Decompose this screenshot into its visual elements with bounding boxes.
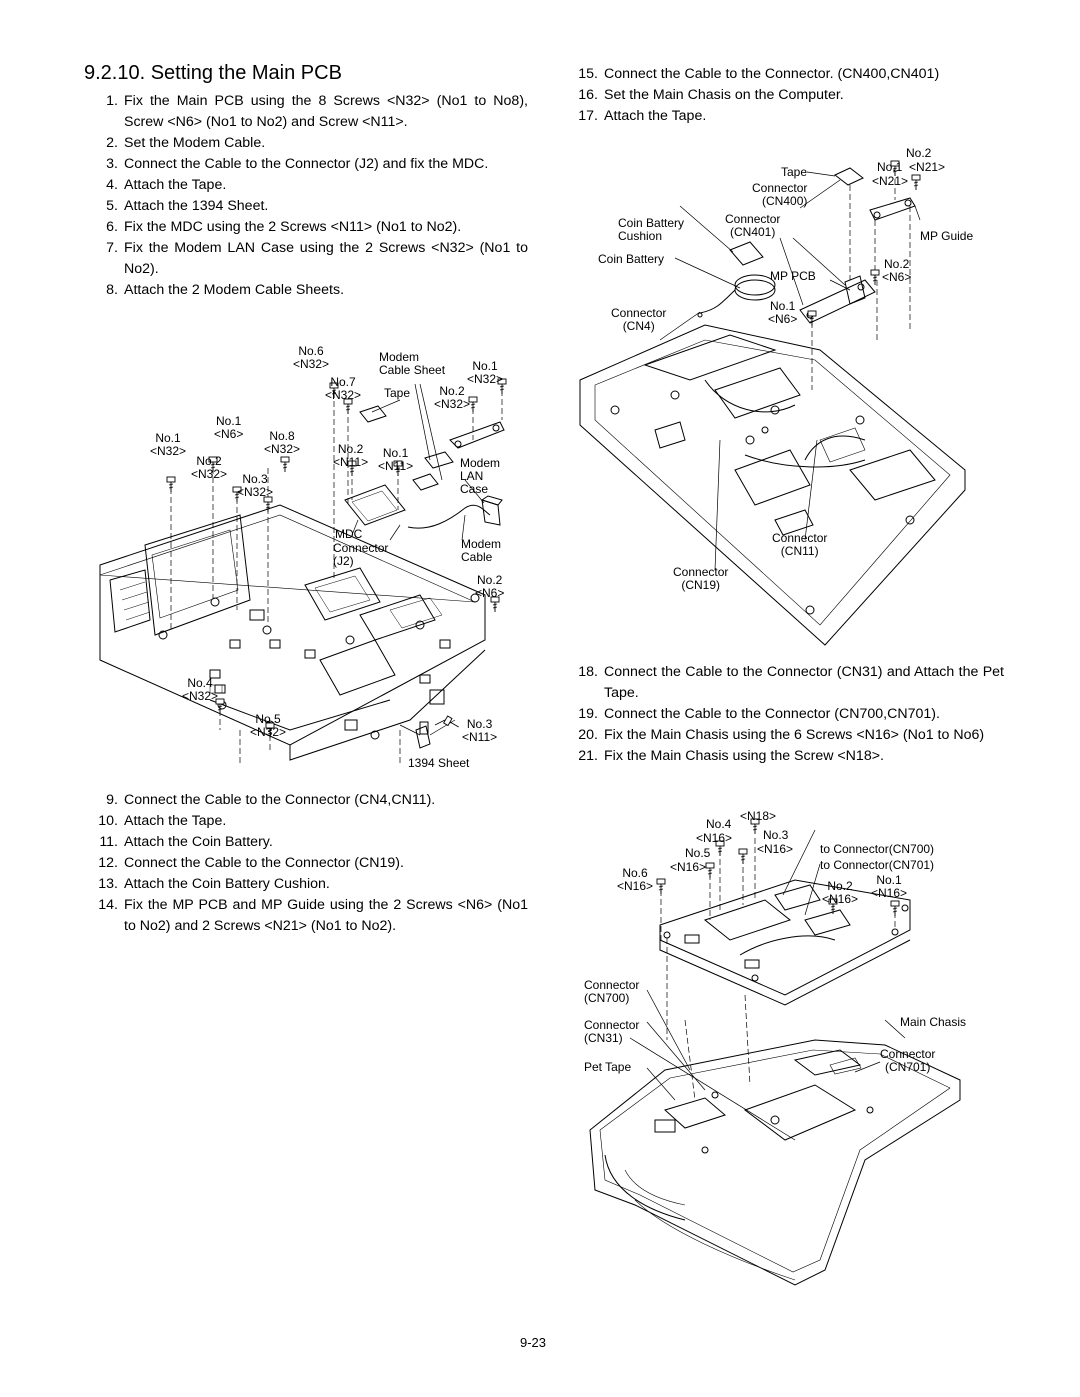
page-number: 9-23 bbox=[520, 1335, 547, 1350]
fig1-label-no3-n11: No.3 <N11> bbox=[462, 717, 498, 744]
step-number: 20. bbox=[578, 727, 598, 743]
step-number: 17. bbox=[578, 108, 598, 124]
step-item bbox=[84, 790, 528, 811]
step-number: 14. bbox=[98, 897, 118, 913]
step-text: Fix the Main Chasis using the Screw <N18>. bbox=[604, 748, 884, 764]
fig1-label-connector-j2: Connector (J2) bbox=[333, 541, 389, 568]
fig3-label-no3: No.3 bbox=[763, 828, 789, 842]
right-steps-18-21 bbox=[564, 662, 1004, 767]
fig2-label-coin-battery: Coin Battery bbox=[598, 252, 665, 266]
fig3-label-n16-no3: <N16> bbox=[757, 842, 794, 856]
fig2-label-coin-battery-cushion: Coin Battery Cushion bbox=[618, 216, 685, 243]
fig2-label-connector-cn401: Connector (CN401) bbox=[725, 212, 781, 239]
left-steps-9-14 bbox=[84, 790, 528, 937]
step-number: 12. bbox=[98, 855, 118, 871]
fig2-label-n21: <N21> bbox=[872, 174, 909, 188]
fig1-label-no1-n32-top: No.1 <N32> bbox=[467, 359, 504, 386]
step-number: 11. bbox=[99, 834, 118, 850]
fig1-label-no2-n6: No.2 <N6> bbox=[475, 573, 505, 600]
step-text: Attach the Tape. bbox=[124, 177, 227, 193]
fig3-label-main-chasis: Main Chasis bbox=[900, 1015, 967, 1029]
step-item bbox=[84, 280, 528, 301]
step-item bbox=[564, 725, 1004, 746]
fig3-label-to-cn700: to Connector(CN700) bbox=[820, 842, 935, 856]
fig2-label-tape: Tape bbox=[781, 165, 808, 179]
step-text: Connect the Cable to the Connector (J2) and fix the MDC. bbox=[124, 156, 489, 172]
fig3-label-connector-cn701: Connector (CN701) bbox=[880, 1047, 936, 1074]
step-item bbox=[84, 238, 528, 280]
fig3-label-n16-no4: <N16> bbox=[696, 831, 733, 845]
step-number: 16. bbox=[578, 87, 598, 103]
fig3-label-no2-n16: No.2 <N16> bbox=[822, 879, 859, 906]
fig2-label-mp-pcb: MP PCB bbox=[770, 269, 816, 283]
fig2-label-no2-n6: No.2 <N6> bbox=[882, 257, 912, 284]
step-text: Fix the Main Chasis using the 6 Screws <N16> (No1 to No6) bbox=[604, 727, 985, 743]
step-number: 4. bbox=[106, 177, 118, 193]
right-steps-15-17 bbox=[564, 64, 1004, 127]
fig2-label-connector-cn400: Connector (CN400) bbox=[752, 181, 808, 208]
fig2-label-no1-n21: No.1 <N21> bbox=[877, 160, 946, 174]
step-text: Attach the 1394 Sheet. bbox=[124, 198, 269, 214]
fig1-label-no8-n32: No.8 <N32> bbox=[264, 429, 301, 456]
fig1-label-modem-cable: Modem Cable bbox=[461, 537, 502, 564]
step-item bbox=[84, 133, 528, 154]
step-text: Attach the Coin Battery. bbox=[124, 834, 273, 850]
step-item bbox=[564, 106, 1004, 127]
fig1-label-no6-n32: No.6 <N32> bbox=[293, 344, 330, 371]
fig2-label-mp-guide: MP Guide bbox=[920, 229, 974, 243]
fig3-label-no4: No.4 bbox=[706, 817, 732, 831]
fig1-label-no4-n32: No.4 <N32> bbox=[182, 676, 219, 703]
step-number: 2. bbox=[106, 135, 118, 151]
fig3-label-n16-no5: <N16> bbox=[670, 860, 707, 874]
step-number: 1. bbox=[106, 93, 118, 109]
step-item bbox=[84, 91, 528, 133]
step-text: Connect the Cable to the Connector. (CN400,CN401) bbox=[604, 66, 940, 82]
step-item bbox=[84, 196, 528, 217]
fig1-label-mdc: MDC bbox=[335, 527, 363, 541]
fig2-label-connector-cn11: Connector (CN11) bbox=[772, 531, 828, 558]
fig3-label-connector-cn700: Connector (CN700) bbox=[584, 978, 640, 1005]
fig1-label-modem-cable-sheet: Modem Cable Sheet bbox=[379, 350, 446, 377]
fig3-label-no5: No.5 bbox=[685, 846, 711, 860]
fig1-label-tape: Tape bbox=[384, 386, 411, 400]
step-text: Fix the Main PCB using the 8 Screws <N32> (No1 to No8), Screw <N6> (No1 to No2) and Screw <N11>. bbox=[124, 93, 528, 130]
step-number: 10. bbox=[98, 813, 118, 829]
fig3-label-no1-n16: No.1 <N16> bbox=[871, 873, 908, 900]
step-number: 6. bbox=[106, 219, 118, 235]
step-item bbox=[84, 811, 528, 832]
step-number: 18. bbox=[578, 664, 598, 680]
step-item bbox=[564, 746, 1004, 767]
step-text: Set the Main Chasis on the Computer. bbox=[604, 87, 844, 103]
step-item bbox=[84, 853, 528, 874]
step-number: 9. bbox=[106, 792, 118, 808]
step-text: Connect the Cable to the Connector (CN4,CN11). bbox=[124, 792, 436, 808]
step-number: 3. bbox=[106, 156, 118, 172]
fig1-label-no7-n32: No.7 <N32> bbox=[325, 375, 362, 402]
fig2-label-no2-n21: No.2 bbox=[906, 146, 932, 160]
step-number: 13. bbox=[98, 876, 118, 892]
fig2-label-connector-cn4: Connector (CN4) bbox=[611, 306, 667, 333]
step-text: Attach the Tape. bbox=[124, 813, 227, 829]
fig1-label-no5-n32: No.5 <N32> bbox=[250, 712, 287, 739]
fig1-label-no3-n32: No.3 <N32> bbox=[237, 472, 274, 499]
step-text: Fix the MP PCB and MP Guide using the 2 Screws <N6> (No1 to No2) and 2 Screws <N21> (No1 to No2). bbox=[124, 897, 528, 934]
step-item bbox=[84, 832, 528, 853]
fig3-label-pet-tape: Pet Tape bbox=[584, 1060, 632, 1074]
step-text: Attach the Coin Battery Cushion. bbox=[124, 876, 330, 892]
step-number: 7. bbox=[106, 240, 118, 256]
step-item bbox=[564, 85, 1004, 106]
fig1-label-no2-n11: No.2 <N11> bbox=[333, 442, 369, 469]
step-item bbox=[84, 895, 528, 937]
step-text: Attach the Tape. bbox=[604, 108, 707, 124]
fig3-label-no6-n16: No.6 <N16> bbox=[617, 866, 654, 893]
fig1-label-no2-n32-left: No.2 <N32> bbox=[191, 454, 228, 481]
fig1-label-no1-n11: No.1 <N11> bbox=[378, 446, 414, 473]
fig1-label-no1-n32-left: No.1 <N32> bbox=[150, 431, 187, 458]
step-number: 5. bbox=[106, 198, 118, 214]
fig2-label-no1-n6: No.1 <N6> bbox=[768, 299, 798, 326]
step-text: Fix the MDC using the 2 Screws <N11> (No1 to No2). bbox=[124, 219, 462, 235]
step-text: Fix the Modem LAN Case using the 2 Screws <N32> (No1 to No2). bbox=[124, 240, 528, 277]
step-text: Connect the Cable to the Connector (CN700,CN701). bbox=[604, 706, 940, 722]
step-item bbox=[84, 217, 528, 238]
step-item bbox=[564, 662, 1004, 704]
step-number: 15. bbox=[578, 66, 598, 82]
step-item bbox=[84, 874, 528, 895]
step-item bbox=[84, 154, 528, 175]
fig1-label-no1-n6: No.1 <N6> bbox=[214, 414, 244, 441]
step-item bbox=[564, 64, 1004, 85]
fig1-label-modem-lan-case: Modem LAN Case bbox=[460, 456, 501, 496]
section-title: 9.2.10. Setting the Main PCB bbox=[84, 62, 342, 84]
step-number: 21. bbox=[578, 748, 598, 764]
step-item bbox=[564, 704, 1004, 725]
step-text: Attach the 2 Modem Cable Sheets. bbox=[124, 282, 345, 298]
fig3-label-to-cn701: to Connector(CN701) bbox=[820, 858, 935, 872]
left-steps-1-8 bbox=[84, 91, 528, 301]
step-item bbox=[84, 175, 528, 196]
fig2-label-connector-cn19: Connector (CN19) bbox=[673, 565, 729, 592]
fig1-label-no2-n32-top: No.2 <N32> bbox=[434, 384, 471, 411]
step-text: Connect the Cable to the Connector (CN31) and Attach the Pet Tape. bbox=[604, 664, 1004, 701]
fig3-label-n18: <N18> bbox=[740, 809, 777, 823]
step-number: 19. bbox=[578, 706, 598, 722]
step-text: Set the Modem Cable. bbox=[124, 135, 266, 151]
fig3-label-connector-cn31: Connector (CN31) bbox=[584, 1018, 640, 1045]
step-text: Connect the Cable to the Connector (CN19). bbox=[124, 855, 404, 871]
step-number: 8. bbox=[106, 282, 118, 298]
fig1-label-1394-sheet: 1394 Sheet bbox=[408, 756, 470, 770]
